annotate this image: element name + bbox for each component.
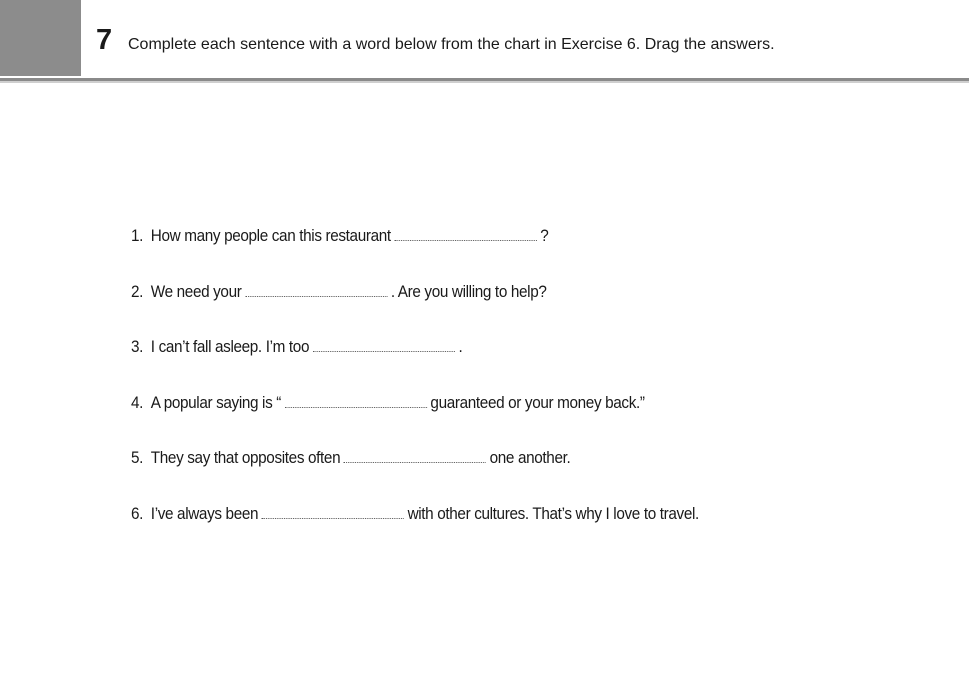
- sentence-item: [131, 500, 699, 528]
- sentence-list: [131, 222, 762, 556]
- header-color-block: [0, 0, 81, 76]
- answer-drop-zone[interactable]: [313, 337, 455, 352]
- answer-drop-zone[interactable]: [344, 448, 486, 463]
- sentence-number: 4.: [131, 392, 144, 412]
- sentence-number: 1.: [131, 226, 144, 245]
- sentence-text-before: How many people can this restaurant: [150, 226, 391, 245]
- sentence-text-before: I’ve always been: [150, 503, 259, 523]
- sentence-text-before: A popular saying is “: [150, 392, 282, 412]
- sentence-number: 6.: [131, 503, 144, 523]
- sentence-item: [131, 389, 699, 417]
- sentence-item: [131, 278, 699, 306]
- sentence-text-before: They say that opposites often: [150, 448, 341, 468]
- exercise-instruction: Complete each sentence with a word below from the chart in Exercise 6. Drag the answers.: [128, 36, 775, 53]
- header-divider: [0, 78, 969, 83]
- sentence-text-after: .: [458, 337, 463, 357]
- sentence-number: 3.: [131, 337, 144, 357]
- answer-drop-zone[interactable]: [394, 226, 536, 241]
- sentence-item: [131, 222, 699, 250]
- sentence-item: [131, 444, 699, 472]
- exercise-number: 7: [96, 24, 113, 56]
- sentence-text-after: ?: [540, 226, 549, 245]
- sentence-text-after: . Are you willing to help?: [390, 281, 547, 301]
- answer-drop-zone[interactable]: [245, 282, 387, 297]
- answer-drop-zone[interactable]: [262, 504, 404, 519]
- exercise-header: [0, 0, 969, 78]
- answer-drop-zone[interactable]: [285, 393, 427, 408]
- sentence-text-before: We need your: [150, 281, 242, 301]
- sentence-text-after: one another.: [489, 448, 571, 468]
- sentence-text-after: with other cultures. That’s why I love to travel.: [407, 503, 699, 523]
- sentence-item: [131, 333, 699, 361]
- sentence-number: 2.: [131, 281, 144, 301]
- sentence-text-after: guaranteed or your money back.”: [430, 392, 645, 412]
- sentence-number: 5.: [131, 448, 144, 468]
- sentence-text-before: I can’t fall asleep. I’m too: [150, 337, 310, 357]
